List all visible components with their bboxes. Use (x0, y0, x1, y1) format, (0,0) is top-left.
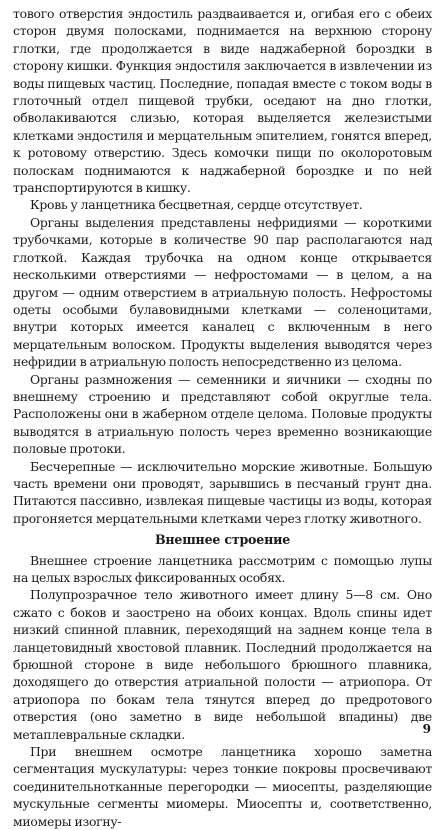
paragraph-external-intro: Внешнее строение ланцетника рассмотрим с помощью лупы на целых взрослых фиксированных особях. (13, 552, 432, 585)
paragraph-segmentation: При внешнем осмотре ланцетника хорошо заметна сегментация мускулатуры: через тонкие покровы просвечивают соединительнотканные перегородки — миосепты, разделяющие мускульные сегменты миомеры. Миосепты и, соответственно, миомеры изогну- (13, 744, 432, 829)
page-number: 9 (422, 721, 431, 736)
paragraph-endostyle-continued: тового отверстия эндостиль раздваивается и, огибая его с обеих сторон двумя полосками, поднимается на верхнюю сторону глотки, где продолжается в виде наджаберной бороздки в сторону кишки. Функция эндостиля заключается в извлечении из воды пищевых частиц. Последние, попадая вместе с током воды в глоточный отдел пищевой трубки, оседают на дно глотки, обволакиваются слизью, которая выделяется железистыми клетками эндостиля и мерцательным эпителием, гонятся вперед, к ротовому отверстию. Здесь комочки пищи по околоротовым полоскам поднимаются к наджаберной бороздке и по ней транспортируются в кишку. (13, 6, 432, 196)
paragraph-habitat: Бесчерепные — исключительно морские животные. Большую часть времени они проводят, зарывшись в песчаный грунт дна. Питаются пассивно, извлекая пищевые частицы из воды, которая прогоняется мерцательными клетками через глотку животного. (13, 458, 432, 526)
section-heading: Внешнее строение (154, 532, 291, 548)
paragraph-blood: Кровь у ланцетника бесцветная, сердце отсутствует. (30, 197, 363, 213)
paragraph-reproductive-organs: Органы размножения — семенники и яичники — сходны по внешнему строению и представляют собой округлые тела. Расположены они в жаберном отделе целома. Половые продукты выводятся в атриальную полость через временно возникающие половые протоки. (13, 371, 432, 457)
paragraph-body-shape: Полупрозрачное тело животного имеет длину 5—8 см. Оно сжато с боков и заострено на обоих концах. Вдоль спины идет низкий спинной плавник, переходящий на заднем конце тела в ланцетовидный хвостовой плавник. Последний продолжается на брюшной стороне в виде небольшого брюшного плавника, доходящего до отверстия атриальной полости — атриопора. От атриопора по бокам тела тянутся вперед до предротового отверстия (оно заметно в виде небольшой впадины) две метаплевральные складки. (13, 587, 432, 742)
paragraph-excretory-organs: Органы выделения представлены нефридиями — короткими трубочками, которые в количестве 90 пар располагаются над глоткой. Каждая трубочка на одном конце открывается несколькими отверстиями — нефростомами — в целом, а на другом — одним отверстием в атриальную полость. Нефростомы одеты особыми булавовидными клетками — соленоцитами, внутри которых имеется каналец с включенным в него мерцательным волоском. Продукты выделения выводятся через нефридии в атриальную полость непосредственно из целома. (13, 214, 432, 370)
